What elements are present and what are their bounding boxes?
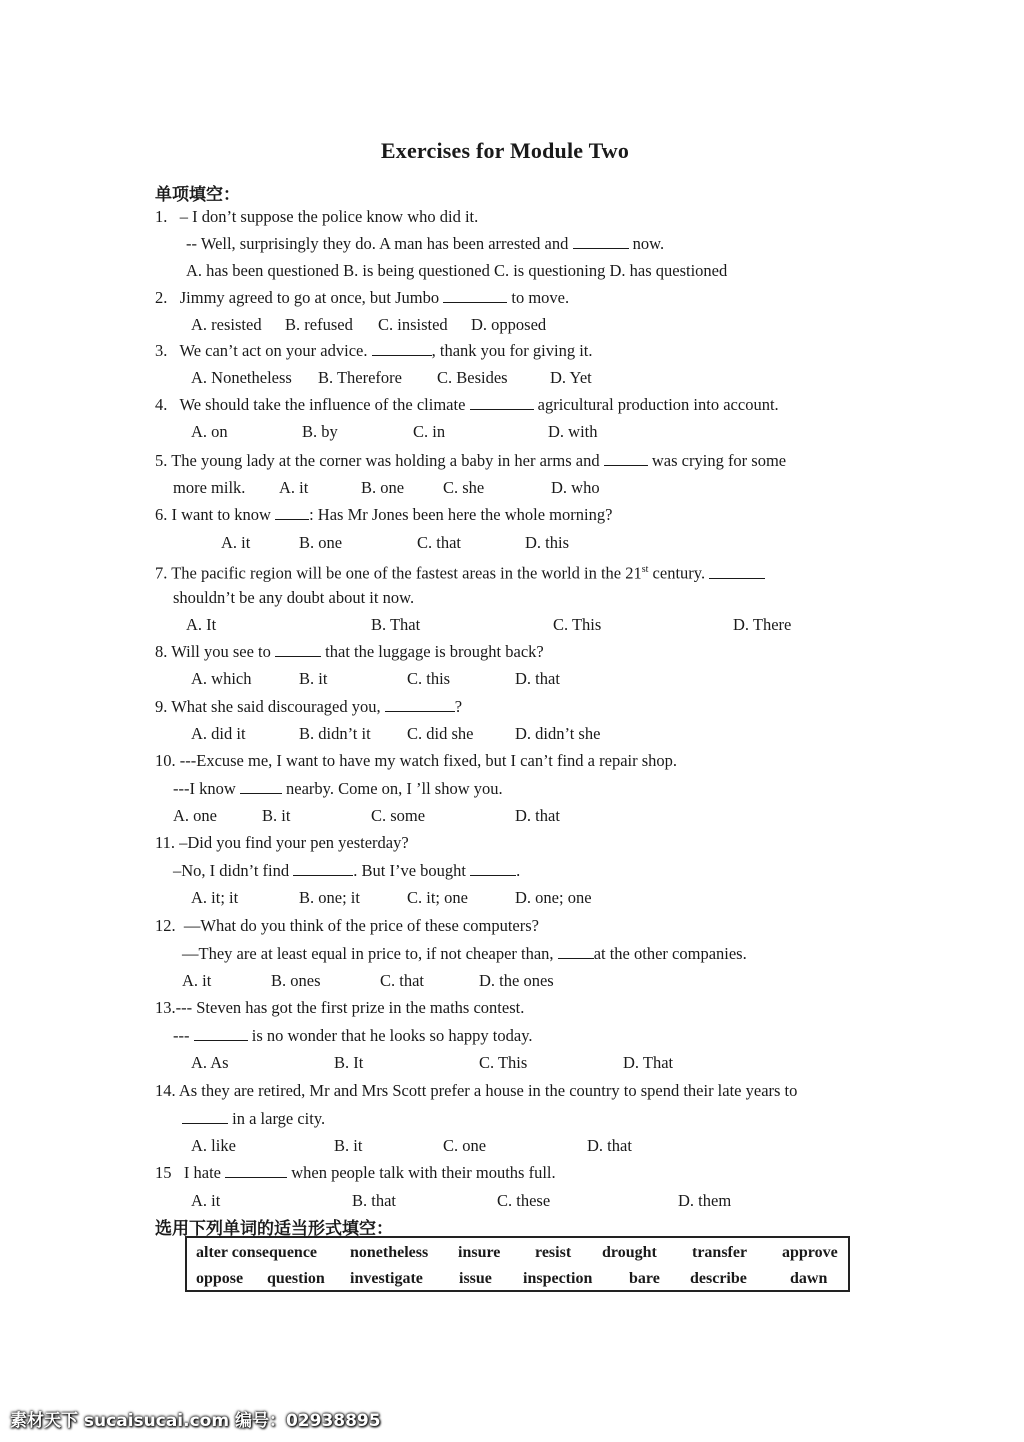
answer-blank[interactable]: [194, 1026, 248, 1041]
question-10-text-b: ---I know: [173, 779, 240, 798]
question-6-option-c: C. that: [417, 533, 461, 552]
question-4-option-d: D. with: [548, 422, 598, 441]
answer-blank[interactable]: [470, 861, 516, 876]
question-3-line: [155, 341, 592, 361]
answer-blank[interactable]: [385, 697, 455, 712]
question-13-line-1: 13.--- Steven has got the first prize in the maths contest.: [155, 998, 525, 1017]
question-10-option-b: B. it: [262, 806, 291, 825]
word-bank-word: insure: [458, 1244, 501, 1261]
question-15-option-b: B. that: [352, 1191, 396, 1210]
question-8-option-d: D. that: [515, 669, 560, 688]
question-15-option-d: D. them: [678, 1191, 732, 1210]
question-1-line-2: [186, 234, 664, 254]
question-2-text-b: to move.: [507, 288, 570, 307]
question-8-option-b: B. it: [299, 669, 328, 688]
question-13-text-b: ---: [173, 1026, 194, 1045]
question-6-text: 6. I want to know: [155, 505, 276, 524]
watermark-footer: 素材天下 sucaisucai.com 编号：02938895: [10, 1411, 381, 1431]
answer-blank[interactable]: [470, 395, 534, 410]
question-14-option-c: C. one: [443, 1136, 487, 1155]
question-3-option-d: D. Yet: [550, 368, 592, 387]
word-bank-word: issue: [459, 1270, 492, 1287]
question-4-text-b: agricultural production into account.: [533, 395, 779, 414]
question-5-option-b: B. one: [361, 478, 405, 497]
question-1-text: 1. – I don’t suppose the police know who did it.: [155, 207, 479, 226]
question-12-line-1: 12. —What do you think of the price of these computers?: [155, 916, 539, 935]
answer-blank[interactable]: [275, 505, 309, 520]
question-14-line-1: 14. As they are retired, Mr and Mrs Scott prefer a house in the country to spend their late years to: [155, 1081, 798, 1100]
question-7-option-c: C. This: [553, 615, 602, 634]
question-11-option-c: C. it; one: [407, 888, 468, 907]
question-9-line: [155, 697, 462, 717]
question-5-option-c: C. she: [443, 478, 485, 497]
answer-blank[interactable]: [240, 779, 282, 794]
question-12-option-c: C. that: [380, 971, 424, 990]
question-6-option-b: B. one: [299, 533, 343, 552]
question-7-option-d: D. There: [733, 615, 792, 634]
question-2-text: 2. Jimmy agreed to go at once, but Jumbo: [155, 288, 444, 307]
question-6-text-b: : Has Mr Jones been here the whole morning?: [309, 505, 613, 524]
question-8-option-a: A. which: [191, 669, 252, 688]
question-9-text-b: ?: [454, 697, 463, 716]
question-11-text-b: –No, I didn’t find: [173, 861, 294, 880]
question-10-text-c: nearby. Come on, I ’ll show you.: [281, 779, 503, 798]
question-3-option-a: A. Nonetheless: [191, 368, 292, 387]
question-7-option-a: A. It: [186, 615, 217, 634]
question-12-text-c: at the other companies.: [593, 944, 747, 963]
answer-blank[interactable]: [558, 944, 594, 959]
word-bank-word: oppose: [196, 1270, 244, 1287]
answer-blank[interactable]: [604, 451, 648, 466]
question-10-option-a: A. one: [173, 806, 217, 825]
question-3-text: 3. We can’t act on your advice.: [155, 341, 372, 360]
word-bank-word: alter consequence: [196, 1244, 318, 1261]
question-5-text-c: more milk.: [173, 478, 246, 497]
question-2-option-d: D. opposed: [471, 315, 547, 334]
question-1-text-b: -- Well, surprisingly they do. A man has been arrested and: [186, 234, 573, 253]
word-bank-word: bare: [629, 1270, 660, 1287]
question-10-option-c: C. some: [371, 806, 426, 825]
question-2-option-a: A. resisted: [191, 315, 262, 334]
question-11-option-b: B. one; it: [299, 888, 360, 907]
question-2-line: [155, 288, 569, 308]
question-15-text-b: when people talk with their mouths full.: [287, 1163, 556, 1182]
question-14-option-d: D. that: [587, 1136, 632, 1155]
question-12-option-b: B. ones: [271, 971, 321, 990]
question-4-option-b: B. by: [302, 422, 338, 441]
word-bank-word: approve: [782, 1244, 838, 1261]
question-10-line-1: 10. ---Excuse me, I want to have my watch fixed, but I can’t find a repair shop.: [155, 751, 678, 770]
question-8-text: 8. Will you see to: [155, 642, 276, 661]
question-3-text-b: , thank you for giving it.: [431, 341, 593, 360]
question-9-option-b: B. didn’t it: [299, 724, 371, 743]
answer-blank[interactable]: [372, 341, 432, 356]
answer-blank[interactable]: [709, 564, 765, 579]
question-12-option-d: D. the ones: [479, 971, 554, 990]
answer-blank[interactable]: [293, 861, 353, 876]
question-9-option-a: A. did it: [191, 724, 246, 743]
question-5-text: 5. The young lady at the corner was holding a baby in her arms and: [155, 451, 604, 470]
answer-blank[interactable]: [573, 234, 629, 249]
question-14-option-a: A. like: [191, 1136, 236, 1155]
question-4-line: [155, 395, 779, 415]
question-6-option-d: D. this: [525, 533, 570, 552]
question-11-option-a: A. it; it: [191, 888, 239, 907]
question-10-line-2: [173, 779, 503, 799]
question-7-text: 7. The pacific region will be one of the fastest areas in the world in the 21: [155, 563, 642, 583]
question-1-line-1: [155, 207, 478, 227]
question-9-option-c: C. did she: [407, 724, 474, 743]
question-11-text-c: . But I’ve bought: [353, 861, 471, 880]
question-13-option-c: C. This: [479, 1053, 528, 1072]
question-11-text-d: .: [516, 861, 521, 880]
question-2-option-c: C. insisted: [378, 315, 448, 334]
answer-blank[interactable]: [443, 288, 507, 303]
question-5-option-a: A. it: [279, 478, 309, 497]
question-3-option-c: C. Besides: [437, 368, 508, 387]
word-bank-word: question: [267, 1270, 325, 1287]
question-13-option-a: A. As: [191, 1053, 229, 1072]
question-6-line: [155, 505, 612, 525]
question-7-line-1: [155, 560, 765, 584]
superscript: st: [641, 564, 649, 575]
question-3-option-b: B. Therefore: [318, 368, 402, 387]
question-13-option-b: B. It: [334, 1053, 364, 1072]
question-5-line-1: [155, 451, 786, 471]
question-12-line-2: [182, 944, 747, 964]
section-heading-multiple-choice: 单项填空：: [155, 185, 240, 205]
question-6-option-a: A. it: [221, 533, 251, 552]
question-14-line-2: [182, 1109, 325, 1129]
question-4-option-a: A. on: [191, 422, 228, 441]
question-15-line: [155, 1163, 556, 1183]
page-title: Exercises for Module Two: [380, 138, 630, 163]
word-bank-word: nonetheless: [350, 1244, 429, 1261]
word-bank-word: dawn: [790, 1270, 828, 1287]
question-11-line-1: 11. –Did you find your pen yesterday?: [155, 833, 409, 852]
question-12-option-a: A. it: [182, 971, 212, 990]
question-9-text: 9. What she said discouraged you,: [155, 697, 385, 716]
question-8-option-c: C. this: [407, 669, 451, 688]
word-bank-word: resist: [535, 1244, 572, 1261]
section-heading-word-fill: 选用下列单词的适当形式填空：: [155, 1219, 393, 1239]
question-5-text-b: was crying for some: [647, 451, 787, 470]
question-1-text-c: now.: [628, 234, 665, 253]
question-4-option-c: C. in: [413, 422, 446, 441]
question-9-option-d: D. didn’t she: [515, 724, 601, 743]
question-11-line-2: [173, 861, 520, 881]
word-bank-word: drought: [602, 1244, 657, 1261]
answer-blank[interactable]: [275, 642, 321, 657]
question-15-option-a: A. it: [191, 1191, 221, 1210]
word-bank-word: investigate: [350, 1270, 423, 1287]
question-10-option-d: D. that: [515, 806, 560, 825]
answer-blank[interactable]: [225, 1163, 287, 1178]
question-5-option-d: D. who: [551, 478, 600, 497]
question-7-option-b: B. That: [371, 615, 421, 634]
question-7-text-c: shouldn’t be any doubt about it now.: [173, 588, 415, 607]
question-4-text: 4. We should take the influence of the climate: [155, 395, 470, 414]
word-bank-word: inspection: [523, 1270, 593, 1287]
word-bank-word: transfer: [692, 1244, 748, 1261]
question-15-text: 15 I hate: [155, 1163, 226, 1182]
question-1-options: A. has been questioned B. is being questioned C. is questioning D. has questioned: [186, 261, 728, 280]
question-8-text-b: that the luggage is brought back?: [321, 642, 544, 661]
question-14-text-b: in a large city.: [228, 1109, 326, 1128]
question-13-line-2: [173, 1026, 533, 1046]
question-15-option-c: C. these: [497, 1191, 551, 1210]
question-13-text-c: is no wonder that he looks so happy today.: [247, 1026, 533, 1045]
answer-blank[interactable]: [182, 1109, 228, 1124]
question-12-text-b: —They are at least equal in price to, if not cheaper than,: [182, 944, 558, 963]
question-11-option-d: D. one; one: [515, 888, 592, 907]
question-7-text-b: century.: [648, 563, 706, 583]
word-bank-box: [185, 1236, 850, 1292]
word-bank-word: describe: [690, 1270, 747, 1287]
question-14-option-b: B. it: [334, 1136, 363, 1155]
question-13-option-d: D. That: [623, 1053, 674, 1072]
question-2-option-b: B. refused: [285, 315, 353, 334]
question-8-line: [155, 642, 544, 662]
